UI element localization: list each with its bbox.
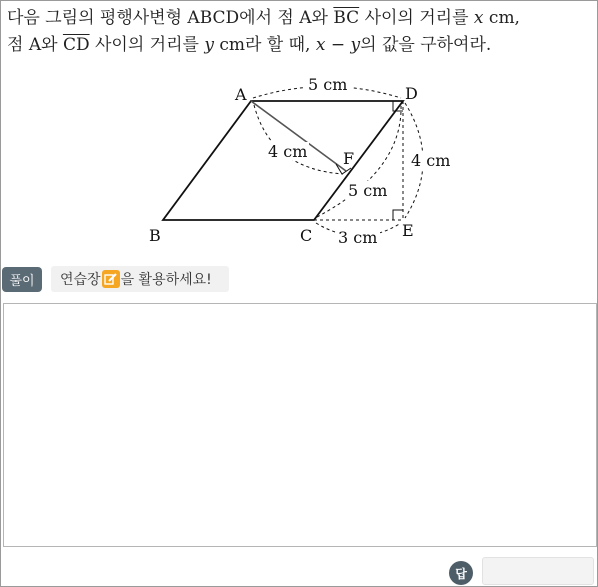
problem-text bbox=[7, 5, 592, 59]
geometry-diagram bbox=[141, 73, 461, 251]
answer-input[interactable] bbox=[482, 557, 594, 585]
length-af: 4 cm bbox=[268, 142, 308, 161]
var-y: y bbox=[204, 35, 214, 55]
length-de: 4 cm bbox=[411, 151, 451, 170]
length-ad: 5 cm bbox=[308, 75, 348, 94]
right-angle-e bbox=[393, 210, 403, 220]
pencil-icon bbox=[102, 270, 120, 288]
problem-line-2: 점 A와 $\overline{CD}$ 사이의 거리를 y cm라 할 때, x − y의 값을 구하여라. bbox=[7, 35, 492, 55]
label-b: B bbox=[149, 226, 161, 245]
segment-bc: $\overline{BC}$ bbox=[333, 8, 360, 28]
label-e: E bbox=[402, 221, 414, 240]
arc-af bbox=[254, 105, 343, 174]
length-cd: 5 cm bbox=[348, 181, 388, 200]
label-d: D bbox=[405, 84, 418, 103]
problem-line-1: 다음 그림의 평행사변형 ABCD에서 점 A와 $\overline{BC}$ 사이의 거리를 x cm, bbox=[7, 8, 520, 28]
solution-tag: 풀이 bbox=[2, 267, 42, 292]
label-f: F bbox=[343, 149, 355, 168]
parallelogram-figure bbox=[141, 73, 461, 251]
practice-pad-hint[interactable]: 연습장 을 활용하세요! bbox=[51, 266, 229, 292]
var-x: x bbox=[473, 8, 484, 28]
length-ce: 3 cm bbox=[338, 228, 378, 247]
segment-cd: $\overline{CD}$ bbox=[62, 35, 90, 55]
label-a: A bbox=[235, 85, 247, 104]
answer-badge: 답 bbox=[449, 561, 473, 585]
label-c: C bbox=[300, 226, 313, 245]
scratch-work-area[interactable] bbox=[3, 303, 597, 547]
